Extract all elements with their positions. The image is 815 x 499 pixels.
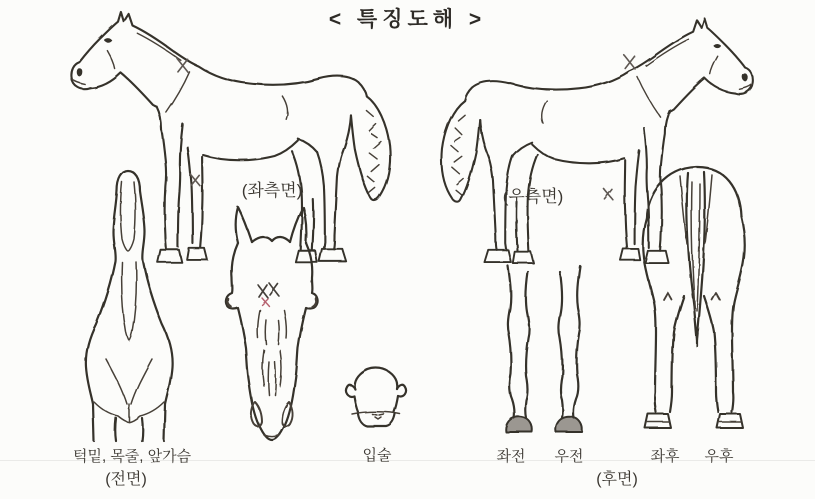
right-hoof [717, 414, 743, 428]
x-mark-foreleg [603, 188, 612, 199]
chest-lower-right [129, 402, 164, 422]
caption-front-view: (전면) [105, 471, 147, 488]
head-outline [226, 243, 318, 440]
left-leg-outer [643, 218, 656, 412]
front-leg [506, 266, 533, 432]
chest-muscle-right [131, 359, 152, 404]
tail-right-edge [697, 172, 705, 340]
horse-rear-view-figure [628, 156, 778, 441]
chin-outline [358, 414, 395, 426]
caption-lips: 입술 [362, 447, 392, 464]
lips-drawing [346, 368, 406, 426]
caption-front-view-parts: 턱밑, 목줄, 앞가슴 [73, 448, 192, 465]
right-eye-shade [313, 299, 316, 307]
label-right-hind-leg: 우후 [704, 448, 734, 465]
leg-outer-edge [508, 266, 514, 418]
mouth-line [264, 435, 280, 437]
inner-jaw-lines [121, 182, 136, 251]
red-x-mark-forehead [262, 298, 269, 306]
horse-head-front-figure [212, 198, 346, 446]
right-nostril [282, 402, 293, 426]
face-lines [258, 310, 287, 395]
outline-left [86, 191, 117, 441]
xx-marks-forehead [258, 283, 279, 298]
chest-muscle-left [106, 359, 127, 404]
left-leg-inner [115, 418, 116, 441]
front-view-drawing [86, 171, 172, 441]
caption-left-side-view: (좌측면) [241, 181, 303, 200]
right-leg-inner [704, 296, 718, 412]
left-eye-shade [228, 299, 231, 307]
head-front-drawing [226, 207, 318, 440]
scan-artifact-line [0, 460, 815, 461]
muzzle-dome [355, 368, 397, 389]
side-right [394, 396, 398, 412]
horse-front-neck-chest-figure [80, 164, 180, 444]
label-left-hind-leg: 좌후 [650, 448, 680, 465]
horse-lips-figure [334, 356, 422, 434]
hoof [506, 417, 533, 432]
horse-front-legs-figure [494, 262, 594, 440]
left-nostril-hook [346, 385, 355, 397]
leg-inner-edge [525, 272, 529, 418]
side-left [354, 396, 358, 412]
front-legs-drawing [506, 266, 583, 432]
left-leg-inner [670, 296, 684, 412]
left-ear [236, 207, 252, 243]
rear-view-drawing [643, 167, 744, 428]
inner-throat-lines [122, 262, 137, 340]
buttock-creases [680, 175, 712, 244]
page-title: < 특징도해 > [328, 8, 487, 31]
right-leg-outer [732, 216, 745, 412]
brow-line [252, 237, 290, 242]
rump-dome [647, 167, 741, 218]
label-left-front-leg: 좌전 [496, 448, 526, 465]
caption-rear-view: (후면) [596, 471, 638, 488]
right-ear [290, 207, 306, 243]
left-hoof [645, 414, 671, 428]
label-right-front-leg: 우전 [554, 448, 584, 465]
x-mark-neck [624, 55, 635, 69]
left-nostril [251, 402, 262, 426]
right-nostril-hook [397, 385, 406, 397]
chest-lower-left [94, 402, 129, 422]
x-mark-neck [177, 58, 189, 73]
right-leg-inner [142, 418, 143, 441]
caption-right-side-view: (우측면) [502, 187, 564, 206]
